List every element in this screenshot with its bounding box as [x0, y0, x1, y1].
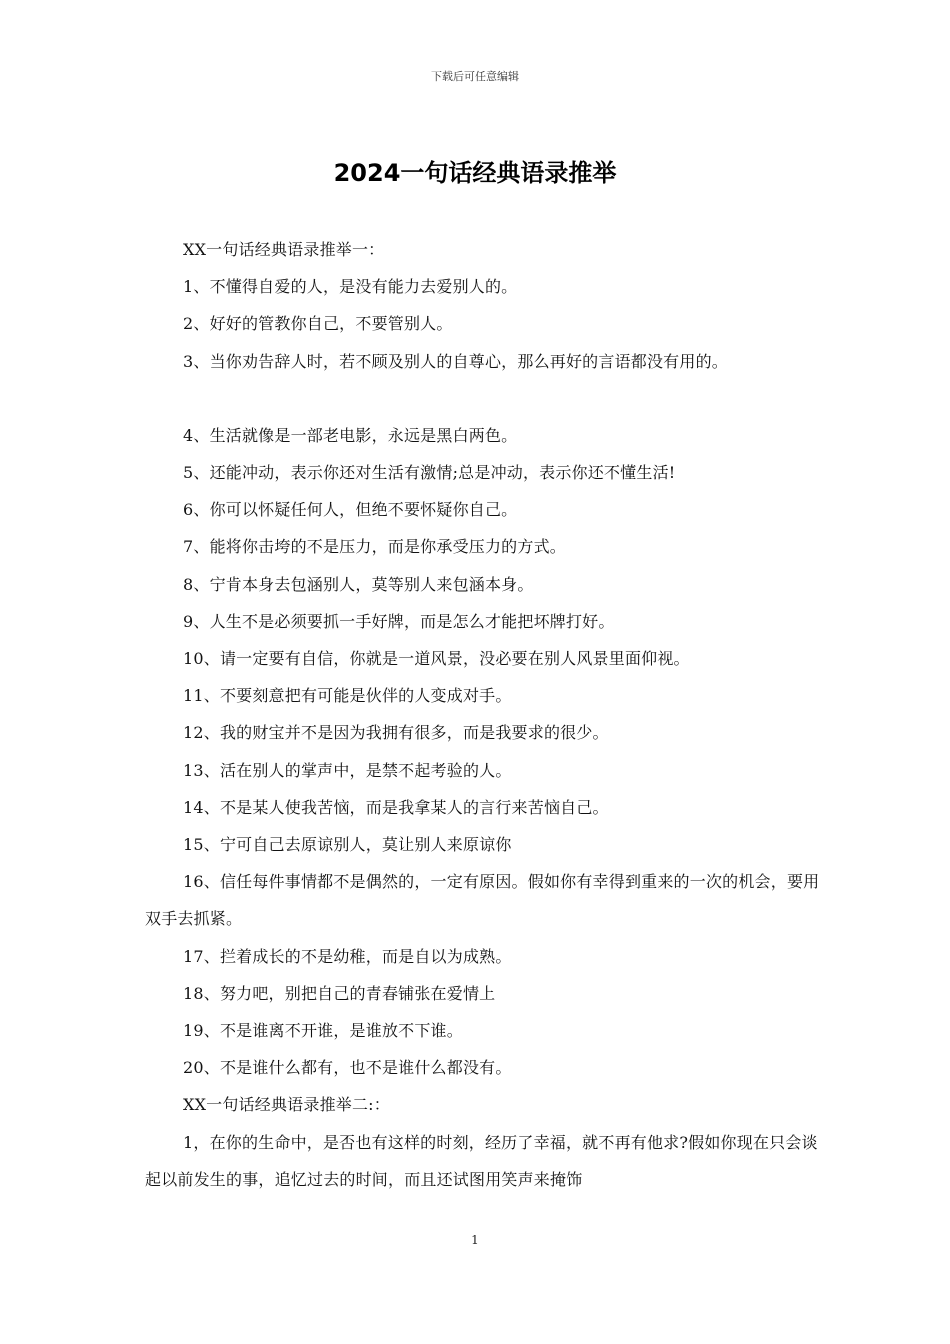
- blank-line: [145, 380, 825, 417]
- quote-item-1: 1、不懂得自爱的人，是没有能力去爱别人的。: [183, 277, 518, 297]
- section-heading-1: XX一句话经典语录推举一：: [183, 240, 385, 259]
- quote-item-4: 4、生活就像是一部老电影，永远是黑白两色。: [183, 425, 518, 445]
- section-2-paragraph-1: 1，在你的生命中，是否也有这样的时刻，经历了幸福，就不再有他求?假如你现在只会谈起以前发生的事，追忆过去的时间，而且还试图用笑声来掩饰: [145, 1132, 818, 1189]
- quote-item-12: 12、我的财宝并不是因为我拥有很多，而是我要求的很少。: [183, 723, 609, 743]
- quote-item-7: 7、能将你击垮的不是压力，而是你承受压力的方式。: [183, 537, 566, 557]
- quote-item-9: 9、人生不是必须要抓一手好牌，而是怎么才能把坏牌打好。: [183, 611, 615, 631]
- quote-item-6: 6、你可以怀疑任何人，但绝不要怀疑你自己。: [183, 500, 518, 520]
- quote-item-15: 15、宁可自己去原谅别人，莫让别人来原谅你: [183, 835, 512, 855]
- quote-item-3: 3、当你劝告辞人时，若不顾及别人的自尊心，那么再好的言语都没有用的。: [183, 351, 728, 371]
- quote-item-14: 14、不是某人使我苦恼，而是我拿某人的言行来苦恼自己。: [183, 797, 609, 817]
- document-body: [145, 231, 825, 1198]
- quote-item-13: 13、活在别人的掌声中，是禁不起考验的人。: [183, 760, 512, 780]
- section-heading-2: XX一句话经典语录推举二:：: [183, 1095, 390, 1115]
- quote-item-17: 17、拦着成长的不是幼稚，而是自以为成熟。: [183, 946, 512, 966]
- page-header-note: 下载后可任意编辑: [431, 70, 519, 83]
- quote-item-19: 19、不是谁离不开谁，是谁放不下谁。: [183, 1021, 463, 1041]
- quote-item-5: 5、还能冲动，表示你还对生活有激情;总是冲动，表示你还不懂生活!: [183, 463, 676, 483]
- quote-item-18: 18、努力吧，别把自己的青春铺张在爱情上: [183, 983, 496, 1003]
- quote-item-8: 8、宁肯本身去包涵别人，莫等别人来包涵本身。: [183, 574, 534, 594]
- quote-item-11: 11、不要刻意把有可能是伙伴的人变成对手。: [183, 686, 512, 706]
- quote-item-20: 20、不是谁什么都有，也不是谁什么都没有。: [183, 1058, 512, 1078]
- quote-item-16: 16、信任每件事情都不是偶然的，一定有原因。假如你有幸得到重来的一次的机会，要用双手去抓紧。: [145, 872, 820, 929]
- quote-item-10: 10、请一定要有自信，你就是一道风景，没必要在别人风景里面仰视。: [183, 649, 690, 669]
- page-number: 1: [471, 1233, 479, 1247]
- quote-item-2: 2、好好的管教你自己，不要管别人。: [183, 314, 453, 334]
- document-title: 2024一句话经典语录推举: [333, 159, 617, 187]
